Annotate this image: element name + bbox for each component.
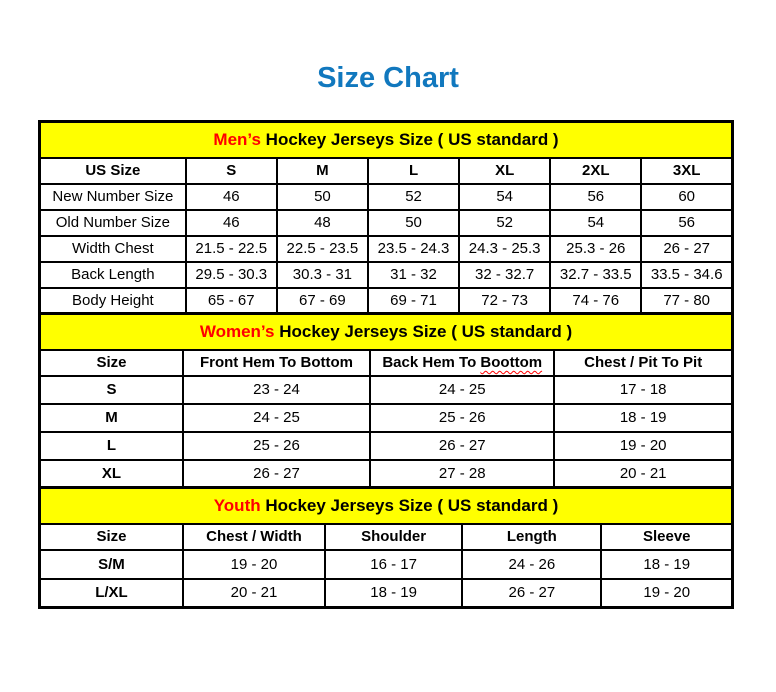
table-row [40, 262, 733, 288]
table-row [40, 550, 733, 579]
table-row [40, 404, 733, 432]
womens-section-title: Hockey Jerseys Size ( US standard ) [274, 321, 573, 341]
cell-value: 24.3 - 25.3 [459, 236, 550, 262]
womens-column-header-row [40, 350, 733, 376]
misspelled-word: Boottom [480, 354, 543, 371]
column-header: Length [462, 524, 601, 550]
cell-value: 23 - 24 [183, 376, 370, 404]
column-header: 2XL [550, 158, 641, 184]
table-row [40, 432, 733, 460]
youth-section-title-highlight: Youth [213, 495, 261, 515]
cell-value: 22.5 - 23.5 [277, 236, 368, 262]
cell-value: 19 - 20 [601, 579, 732, 608]
cell-value: 56 [550, 184, 641, 210]
table-row [40, 376, 733, 404]
row-label: L/XL [40, 579, 183, 608]
table-row [40, 579, 733, 608]
cell-value: 25.3 - 26 [550, 236, 641, 262]
cell-value: 25 - 26 [183, 432, 370, 460]
cell-value: 31 - 32 [368, 262, 459, 288]
cell-value: 23.5 - 24.3 [368, 236, 459, 262]
cell-value: 60 [641, 184, 732, 210]
column-header: Sleeve [601, 524, 732, 550]
mens-section-title-highlight: Men’s [213, 129, 261, 149]
table-row [40, 236, 733, 262]
mens-column-header-row [40, 158, 733, 184]
cell-value: 21.5 - 22.5 [186, 236, 277, 262]
womens-section-title-highlight: Women’s [199, 321, 275, 341]
cell-value: 72 - 73 [459, 288, 550, 314]
table-row [40, 210, 733, 236]
column-header: S [186, 158, 277, 184]
cell-value: 19 - 20 [183, 550, 325, 579]
column-header: L [368, 158, 459, 184]
row-label: S [40, 376, 183, 404]
column-header: US Size [40, 158, 186, 184]
cell-value: 18 - 19 [601, 550, 732, 579]
youth-section-header [40, 488, 733, 524]
column-header: Size [40, 350, 183, 376]
table-row [40, 288, 733, 314]
womens-size-table [38, 312, 734, 489]
row-label: Width Chest [40, 236, 186, 262]
cell-value: 74 - 76 [550, 288, 641, 314]
cell-value: 18 - 19 [325, 579, 462, 608]
cell-value: 30.3 - 31 [277, 262, 368, 288]
cell-value: 77 - 80 [641, 288, 732, 314]
column-header: Front Hem To Bottom [183, 350, 370, 376]
cell-value: 27 - 28 [370, 460, 554, 488]
table-row [40, 460, 733, 488]
cell-value: 16 - 17 [325, 550, 462, 579]
cell-value: 18 - 19 [554, 404, 732, 432]
row-label: New Number Size [40, 184, 186, 210]
column-header: Chest / Width [183, 524, 325, 550]
cell-value: 26 - 27 [462, 579, 601, 608]
cell-value: 24 - 25 [370, 376, 554, 404]
cell-value: 32.7 - 33.5 [550, 262, 641, 288]
mens-section-header [40, 122, 733, 158]
cell-value: 52 [368, 184, 459, 210]
youth-section-title: Hockey Jerseys Size ( US standard ) [260, 495, 559, 515]
size-chart-tables [38, 120, 734, 609]
cell-value: 32 - 32.7 [459, 262, 550, 288]
cell-value: 46 [186, 184, 277, 210]
cell-value: 67 - 69 [277, 288, 368, 314]
row-label: Body Height [40, 288, 186, 314]
mens-size-table [38, 120, 734, 315]
column-header: Chest / Pit To Pit [554, 350, 732, 376]
womens-section-header [40, 314, 733, 350]
cell-value: 69 - 71 [368, 288, 459, 314]
cell-value: 26 - 27 [370, 432, 554, 460]
row-label: XL [40, 460, 183, 488]
cell-value: 46 [186, 210, 277, 236]
cell-value: 48 [277, 210, 368, 236]
row-label: M [40, 404, 183, 432]
cell-value: 50 [277, 184, 368, 210]
row-label: Old Number Size [40, 210, 186, 236]
column-header-text: Back Hem To [382, 354, 481, 371]
row-label: L [40, 432, 183, 460]
cell-value: 54 [550, 210, 641, 236]
cell-value: 50 [368, 210, 459, 236]
youth-column-header-row [40, 524, 733, 550]
cell-value: 52 [459, 210, 550, 236]
cell-value: 54 [459, 184, 550, 210]
cell-value: 29.5 - 30.3 [186, 262, 277, 288]
youth-size-table [38, 486, 734, 609]
column-header [370, 350, 554, 376]
column-header: M [277, 158, 368, 184]
row-label: Back Length [40, 262, 186, 288]
page-title: Size Chart [317, 62, 459, 94]
table-row [40, 184, 733, 210]
cell-value: 26 - 27 [641, 236, 732, 262]
cell-value: 24 - 25 [183, 404, 370, 432]
cell-value: 24 - 26 [462, 550, 601, 579]
cell-value: 65 - 67 [186, 288, 277, 314]
cell-value: 26 - 27 [183, 460, 370, 488]
mens-section-title: Hockey Jerseys Size ( US standard ) [260, 129, 559, 149]
cell-value: 25 - 26 [370, 404, 554, 432]
cell-value: 20 - 21 [183, 579, 325, 608]
cell-value: 19 - 20 [554, 432, 732, 460]
cell-value: 56 [641, 210, 732, 236]
cell-value: 33.5 - 34.6 [641, 262, 732, 288]
column-header: Shoulder [325, 524, 462, 550]
column-header: XL [459, 158, 550, 184]
cell-value: 17 - 18 [554, 376, 732, 404]
column-header: 3XL [641, 158, 732, 184]
row-label: S/M [40, 550, 183, 579]
column-header: Size [40, 524, 183, 550]
cell-value: 20 - 21 [554, 460, 732, 488]
